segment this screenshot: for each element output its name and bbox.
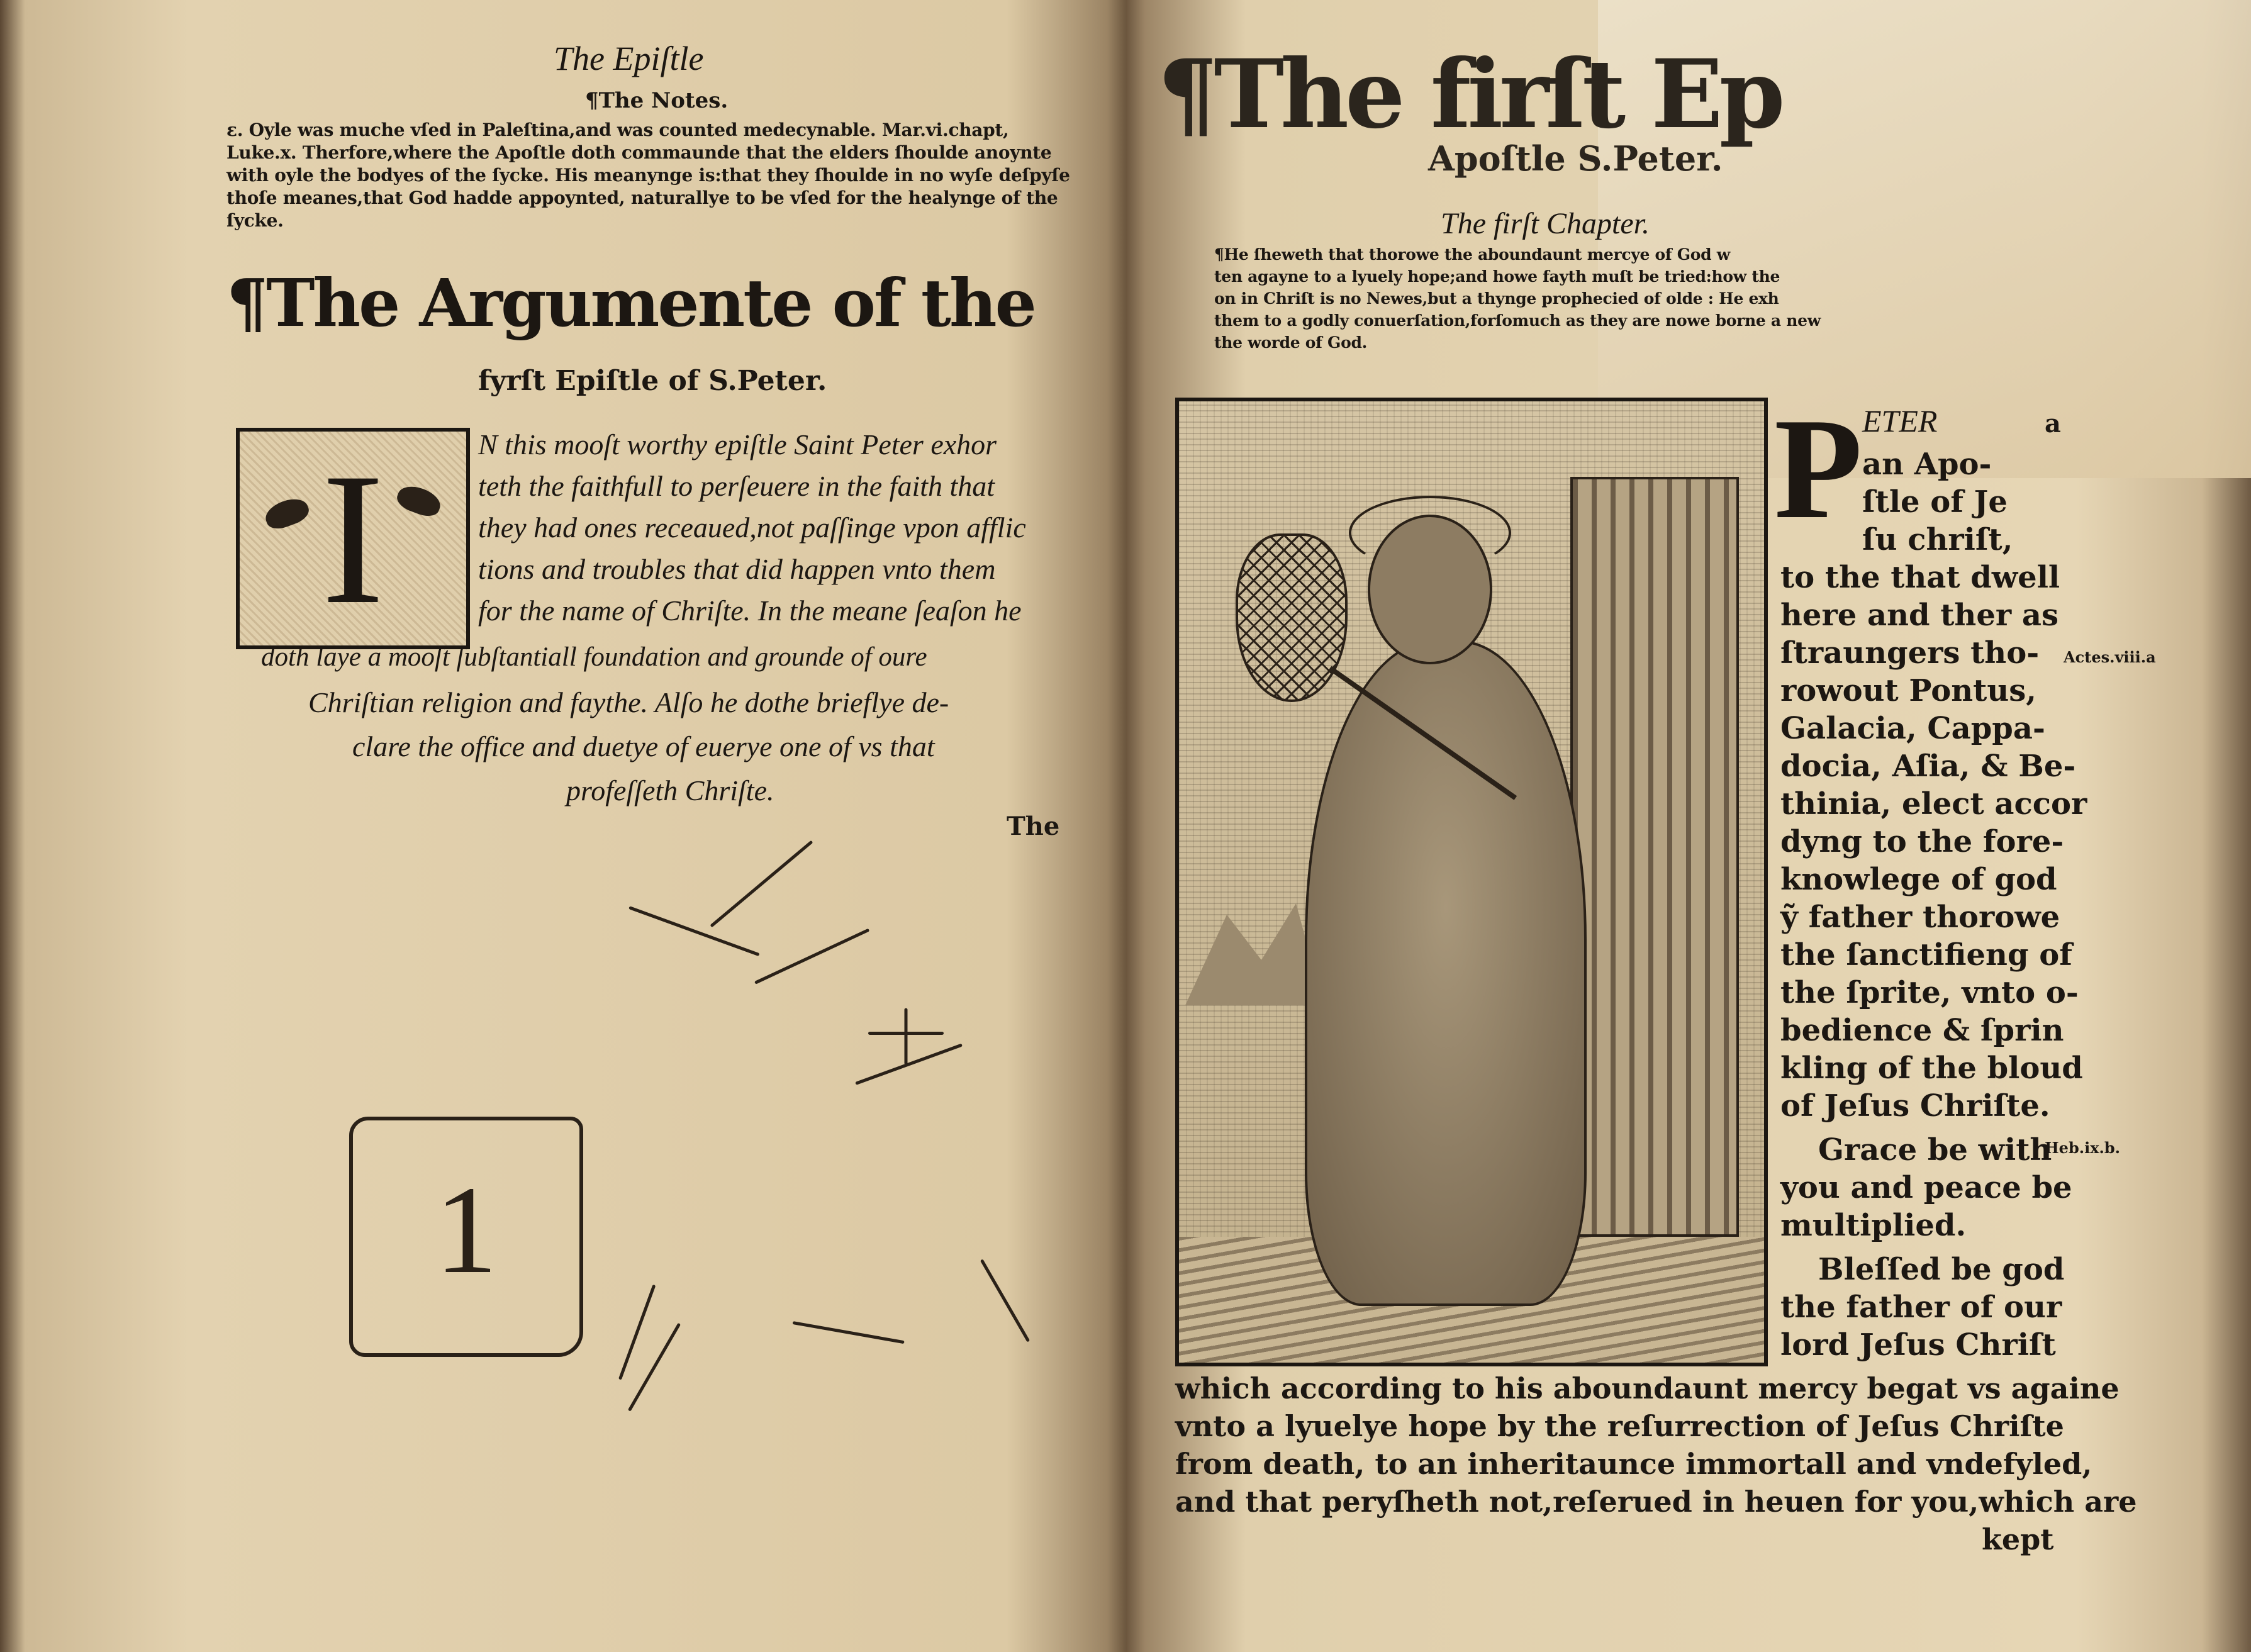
- column-line: ỹ father thorowe: [1780, 900, 2060, 935]
- argument-line: profeſſeth Chriſte.: [566, 774, 774, 806]
- margin-note: a: [2045, 409, 2061, 438]
- argument-line: they had ones receaued,not paſſinge vpon afflic: [478, 511, 1026, 544]
- column-line: Bleſſed be god: [1818, 1252, 2065, 1287]
- running-head: The Epiſtle: [554, 40, 704, 77]
- column-line: multiplied.: [1780, 1208, 1967, 1243]
- argument-line: for the name of Chriſte. In the meane ſeaſon he: [478, 594, 1022, 627]
- woodcut-figure-robe: [1305, 640, 1587, 1306]
- column-line: you and peace be: [1780, 1170, 2072, 1205]
- column-line: ſtle of Je: [1862, 484, 2008, 520]
- chapter-summary-line: the worde of God.: [1214, 333, 1368, 352]
- column-line: of Jeſus Chriſte.: [1780, 1088, 2050, 1124]
- ink-scribble: [905, 1008, 908, 1065]
- argument-line: tions and troubles that did happen vnto them: [478, 553, 996, 585]
- column-line: rowout Pontus,: [1780, 673, 2036, 708]
- column-line: lord Jeſus Chriſt: [1780, 1327, 2056, 1363]
- column-line: the father of our: [1780, 1290, 2062, 1325]
- margin-note: Heb.ix.b.: [2045, 1139, 2120, 1157]
- column-line: ſtraungers tho-: [1780, 635, 2040, 671]
- column-line: docia, Aſia, & Be-: [1780, 749, 2076, 784]
- argument-line: doth laye a mooſt ſubſtantiall foundation and grounde of oure: [261, 642, 927, 672]
- column-line: here and ther as: [1780, 598, 2058, 633]
- catchword: The: [1007, 812, 1060, 841]
- drop-cap-letter: I: [321, 434, 384, 643]
- argument-line: teth the faithfull to perſeuere in the faith that: [478, 470, 995, 502]
- column-line: knowlege of god: [1780, 862, 2057, 897]
- column-line: dyng to the fore-: [1780, 824, 2064, 859]
- drop-cap-rest: ETER: [1862, 403, 1938, 438]
- woodcut-fishing-net: [1236, 533, 1348, 702]
- notes-line: thoſe meanes,that God hadde appoynted, naturallye to be vſed for the healynge of the: [226, 187, 1058, 208]
- woodcut-hills: [1185, 892, 1324, 1005]
- folio-number: 1: [435, 1161, 498, 1300]
- decorated-initial: [236, 428, 470, 649]
- body-line: vnto a lyuelye hope by the reſurrection of Jeſus Chriſte: [1175, 1409, 2064, 1443]
- woodcut-figure-head: [1368, 515, 1492, 664]
- column-line: ſu chriſt,: [1862, 522, 2013, 557]
- argument-line: clare the office and duetye of euerye one of vs that: [352, 730, 935, 762]
- woodcut-illustration: [1175, 398, 1768, 1366]
- page-title: ¶The firſt Ep: [1158, 39, 1782, 150]
- chapter-summary-line: ten agayne to a lyuely hope;and howe fayth muſt be tried:how the: [1214, 267, 1780, 286]
- margin-note: Actes.viii.a: [2064, 648, 2156, 666]
- notes-line: ε. Oyle was muche vſed in Paleſtina,and was counted medecynable. Mar.vi.chapt,: [226, 120, 1009, 140]
- left-page: [25, 0, 1120, 1652]
- folio-box: [349, 1117, 583, 1357]
- notes-heading: ¶The Notes.: [585, 88, 729, 113]
- notes-line: ſycke.: [226, 210, 284, 231]
- body-line: from death, to an inheritaunce immortall and vndefyled,: [1175, 1447, 2092, 1481]
- column-line: kling of the bloud: [1780, 1051, 2083, 1086]
- column-line: Grace be with: [1818, 1132, 2052, 1168]
- column-line: bedience & ſprin: [1780, 1013, 2064, 1048]
- chapter-summary-line: on in Chriſt is no Newes,but a thynge prophecied of olde : He exh: [1214, 289, 1779, 308]
- woodcut-architecture: [1570, 477, 1739, 1237]
- notes-line: with oyle the bodyes of the ſycke. His meanynge is:that they ſhoulde in no wyſe deſpyſe: [226, 165, 1070, 186]
- column-line: the ſprite, vnto o-: [1780, 975, 2079, 1010]
- chapter-heading: The firſt Chapter.: [1441, 207, 1650, 240]
- page-title-line2: Apoſtle S.Peter.: [1428, 138, 1723, 179]
- chapter-summary-line: ¶He ſheweth that thorowe the aboundaunt mercye of God w: [1214, 245, 1730, 264]
- column-line: Galacia, Cappa-: [1780, 711, 2045, 746]
- argument-line: Chriſtian religion and faythe. Alſo he dothe brieflye de-: [308, 686, 949, 718]
- column-line: to the that dwell: [1780, 560, 2060, 595]
- argument-title: ¶The Argumente of the: [226, 264, 1035, 342]
- notes-line: Luke.x. Therfore,where the Apoſtle doth commaunde that the elders ſhoulde anoynte: [226, 142, 1052, 163]
- column-line: thinia, elect accor: [1780, 786, 2087, 822]
- argument-subtitle: fyrſt Epiſtle of S.Peter.: [478, 365, 827, 397]
- body-line: and that peryſheth not,reſerued in heuen for you,which are: [1175, 1485, 2137, 1519]
- argument-line: N this mooſt worthy epiſtle Saint Peter exhor: [478, 428, 997, 460]
- catchword: kept: [1982, 1522, 2054, 1556]
- drop-cap-letter: P: [1774, 388, 1863, 549]
- body-line: which according to his aboundaunt mercy begat vs againe: [1175, 1371, 2120, 1405]
- chapter-summary-line: them to a godly conuerſation,forſomuch as they are nowe borne a new: [1214, 311, 1821, 330]
- column-line: an Apo-: [1862, 447, 1992, 482]
- column-line: the ſanctifieng of: [1780, 937, 2072, 973]
